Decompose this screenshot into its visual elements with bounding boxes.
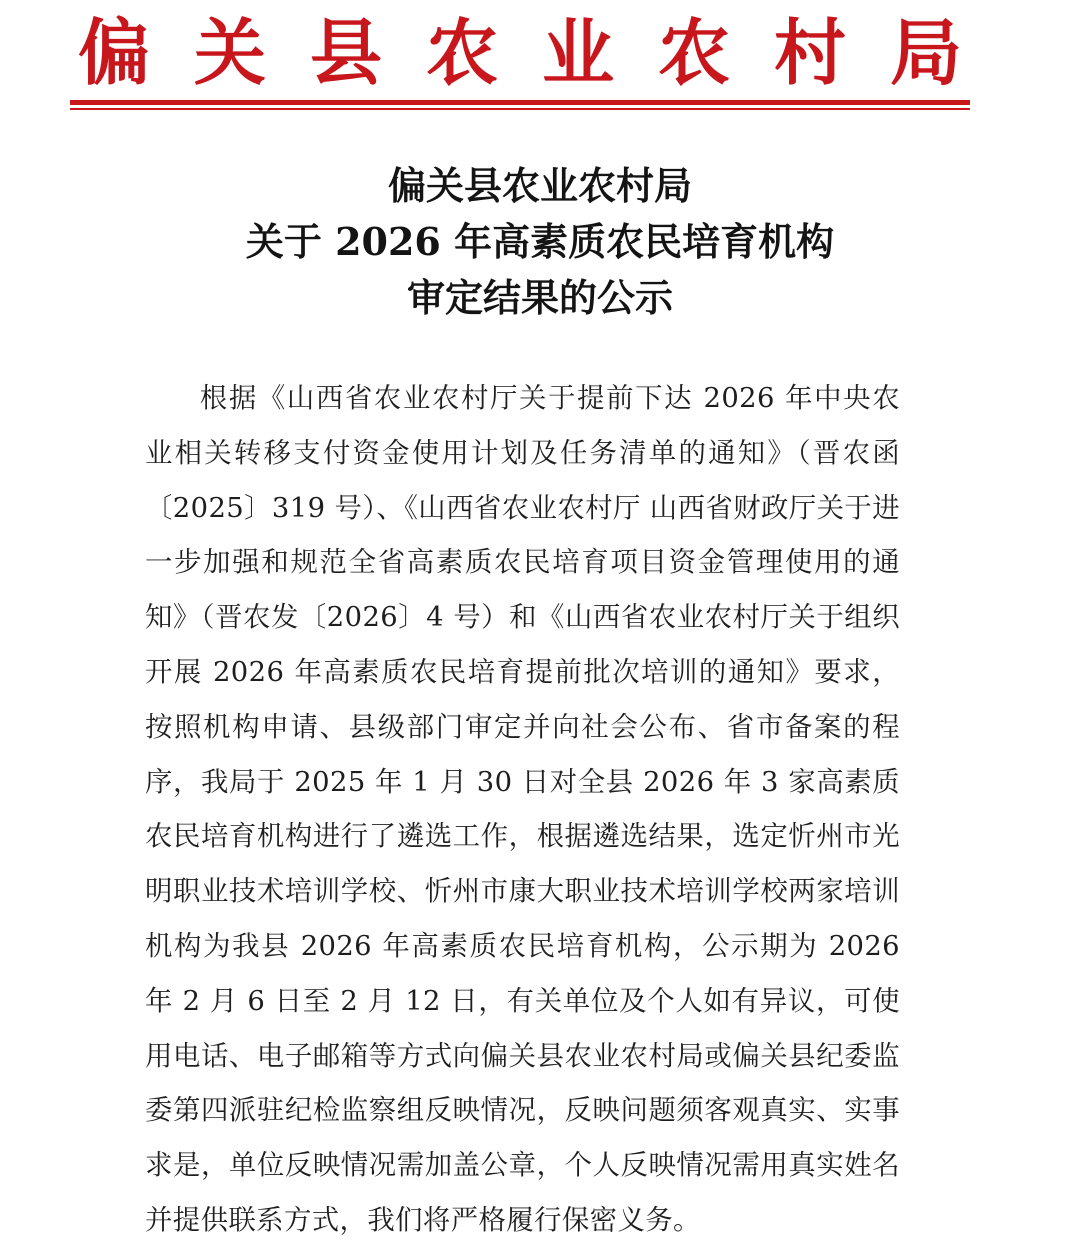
letterhead-rule-thick [70, 100, 970, 105]
letterhead-char: 偏 [77, 10, 150, 95]
letterhead-char: 县 [309, 10, 382, 95]
letterhead-char: 局 [889, 10, 962, 95]
letterhead-rule-thin [70, 108, 970, 110]
letterhead-char: 业 [541, 10, 614, 95]
letterhead-char: 农 [425, 10, 498, 95]
document-title [0, 158, 1080, 326]
letterhead-char: 关 [193, 10, 266, 95]
letterhead-char: 农 [657, 10, 730, 95]
title-line-3: 审定结果的公示 [406, 275, 673, 320]
letterhead-org-name [70, 8, 970, 98]
title-line-1: 偏关县农业农村局 [387, 163, 692, 208]
body-paragraph: 根据《山西省农业农村厅关于提前下达 2026 年中央农业相关转移支付资金使用计划及任务清单的通知》（晋农函〔2025〕319 号）、《山西省农业农村厅 山西省财政厅关于进一步加强和规范全省高素质农民培育项目资金管理使用的通知》（晋农发〔2026〕4 号）和《山西省农业农村厅关于组织开展 2026 年高素质农民培育提前批次培训的通知》要求，按照机构申请、县级部门审定并向社会公布、省市备案的程序，我局于 2025 年 1 月 30 日对全县 2026 年 3 家高素质农民培育机构进行了遴选工作，根据遴选结果，选定忻州市光明职业技术培训学校、忻州市康大职业技术培训学校两家培训机构为我县 2026 年高素质农民培育机构，公示期为 2026 年 2 月 6 日至 2 月 12 日，有关单位及个人如有异议，可使用电话、电子邮箱等方式向偏关县农业农村局或偏关县纪委监委第四派驻纪检监察组反映情况，反映问题须客观真实、实事求是，单位反映情况需加盖公章，个人反映情况需用真实姓名并提供联系方式，我们将严格履行保密义务。 [145, 383, 900, 1236]
title-line-2: 关于 2026 年高素质农民培育机构 [245, 219, 835, 264]
letterhead-char: 村 [773, 10, 846, 95]
